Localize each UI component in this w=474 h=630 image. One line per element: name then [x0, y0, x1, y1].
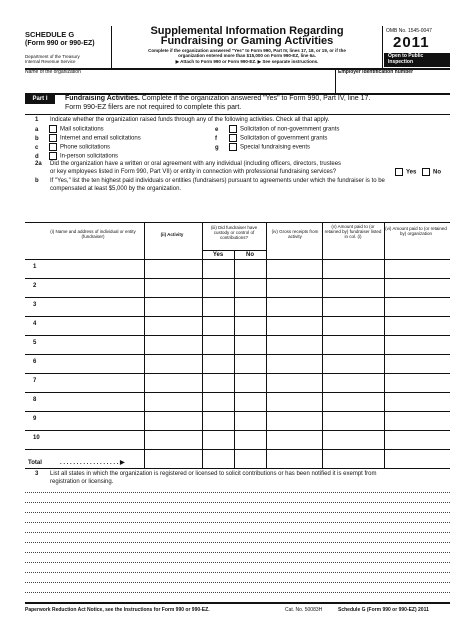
- line-3-number: 3: [35, 471, 39, 477]
- form-label: (Form 990 or 990-EZ): [25, 40, 95, 47]
- option-label: Internet and email solicitations: [60, 135, 141, 142]
- option-label: In-person solicitations: [60, 153, 119, 160]
- col-iii-yes: Yes: [212, 252, 224, 258]
- states-entry-line[interactable]: [25, 502, 450, 503]
- line-2a-number: 2a: [35, 161, 42, 167]
- ein-label: Employer identification number: [338, 69, 414, 75]
- col-ii-header: (ii) Activity: [160, 232, 184, 237]
- col-i-header: (i) Name and address of individual or entity (fundraiser): [50, 229, 136, 240]
- option-letter: b: [35, 135, 39, 142]
- option-label: Solicitation of government grants: [240, 135, 328, 142]
- instruction-1: Complete if the organization answered "Yes" to Form 990, Part IV, lines 17, 18, or 19, or if the: [148, 48, 346, 53]
- states-entry-line[interactable]: [25, 542, 450, 543]
- activity-option-d: [35, 152, 118, 161]
- open-line-2: Inspection: [388, 59, 414, 65]
- activity-option-a: [35, 125, 104, 134]
- instruction-2: organization entered more than $15,000 on Form 990-EZ, line 6a.: [178, 53, 316, 58]
- states-entry-line[interactable]: [25, 512, 450, 513]
- org-name-field[interactable]: [25, 76, 333, 92]
- line-2a-no-label: No: [433, 169, 442, 176]
- option-label: Solicitation of non-government grants: [240, 126, 340, 133]
- table-row[interactable]: [45, 431, 141, 448]
- table-row[interactable]: [45, 260, 141, 277]
- activity-checkbox-g[interactable]: [229, 143, 237, 151]
- option-letter: f: [215, 135, 217, 142]
- states-entry-line[interactable]: [25, 492, 450, 493]
- org-name-label: Name of the organization: [25, 69, 81, 75]
- table-row-number: 7: [33, 378, 37, 384]
- instruction-3: ▶ Attach to Form 990 or Form 990-EZ. ▶ See separate instructions.: [175, 58, 319, 64]
- part-1-heading-rest: Complete if the organization answered "Yes" to Form 990, Part IV, line 17.: [141, 95, 371, 102]
- activity-checkbox-d[interactable]: [49, 152, 57, 160]
- line-3-text-1: List all states in which the organization is registered or licensed to solicit contributions or has been notified it is exempt from: [50, 471, 377, 477]
- line-2a-text-2: or key employees listed in Form 990, Part VII) or entity in connection with professional fundraising services?: [50, 169, 337, 175]
- states-entry-line[interactable]: [25, 582, 450, 583]
- activity-option-g: [215, 143, 310, 152]
- schedule-g-page: [25, 22, 450, 613]
- line-2a-no-checkbox[interactable]: [422, 168, 430, 176]
- total-paid-fundraiser-field[interactable]: [324, 452, 382, 466]
- states-entry-line[interactable]: [25, 552, 450, 553]
- states-entry-line[interactable]: [25, 522, 450, 523]
- col-iv-header: (iv) Gross receipts from activity: [271, 229, 319, 240]
- line-1-number: 1: [35, 117, 39, 123]
- open-to-public-badge: [384, 53, 450, 67]
- total-gross-receipts-field[interactable]: [268, 452, 320, 466]
- table-row[interactable]: [45, 355, 141, 372]
- footer-form-name: Schedule G (Form 990 or 990-EZ) 2011: [338, 607, 429, 613]
- catalog-number: Cat. No. 50083H: [285, 607, 323, 613]
- line-3-text-2: registration or licensing.: [50, 479, 114, 485]
- col-iii-header: (iii) Did fundraiser have custody or control of contributions?: [210, 225, 258, 241]
- option-label: Phone solicitations: [60, 144, 111, 151]
- activity-checkbox-a[interactable]: [49, 125, 57, 133]
- table-row[interactable]: [45, 336, 141, 353]
- col-vi-header: (vi) Amount paid to (or retained by) organization: [385, 226, 447, 237]
- line-2b-number: b: [35, 178, 39, 184]
- omb-number: OMB No. 1545-0047: [386, 28, 432, 34]
- title-line-1: Supplemental Information Regarding: [150, 25, 344, 37]
- option-label: Special fundraising events: [240, 144, 311, 151]
- activity-option-b: [35, 134, 141, 143]
- activity-checkbox-e[interactable]: [229, 125, 237, 133]
- ein-field[interactable]: [337, 76, 449, 92]
- table-row-number: 8: [33, 397, 37, 403]
- dept-label: Department of the Treasury: [25, 54, 80, 59]
- table-row-number: 9: [33, 416, 37, 422]
- part-1-tag: Part I: [25, 95, 55, 104]
- option-letter: e: [215, 126, 219, 133]
- irs-label: Internal Revenue Service: [25, 59, 76, 64]
- table-row[interactable]: [45, 279, 141, 296]
- states-entry-line[interactable]: [25, 572, 450, 573]
- line-2a-answer: [395, 168, 441, 177]
- table-row-number: 6: [33, 359, 37, 365]
- part-1-heading: Fundraising Activities.: [65, 95, 140, 102]
- table-row[interactable]: [45, 298, 141, 315]
- activity-checkbox-b[interactable]: [49, 134, 57, 142]
- option-letter: a: [35, 126, 39, 133]
- activity-option-c: [35, 143, 110, 152]
- col-v-header: (v) Amount paid to (or retained by) fundraiser listed in col. (i): [324, 224, 382, 240]
- paperwork-notice: Paperwork Reduction Act Notice, see the Instructions for Form 990 or 990-EZ.: [25, 607, 210, 613]
- table-row-number: 3: [33, 302, 37, 308]
- table-row-number: 1: [33, 264, 37, 270]
- title-line-2: Fundraising or Gaming Activities: [160, 35, 334, 47]
- line-2a-yes-checkbox[interactable]: [395, 168, 403, 176]
- table-row-number: 5: [33, 340, 37, 346]
- tax-year: 2011: [393, 34, 430, 51]
- activity-option-f: [215, 134, 327, 143]
- option-letter: d: [35, 153, 39, 160]
- table-row[interactable]: [45, 374, 141, 391]
- table-row-number: 10: [33, 435, 40, 441]
- states-entry-line[interactable]: [25, 532, 450, 533]
- option-label: Mail solicitations: [60, 126, 104, 133]
- option-letter: c: [35, 144, 39, 151]
- table-row-number: 2: [33, 283, 37, 289]
- table-row[interactable]: [45, 412, 141, 429]
- states-entry-line[interactable]: [25, 592, 450, 593]
- line-2b-text-2: compensated at least $5,000 by the organization.: [50, 186, 182, 192]
- line-2b-text-1: If "Yes," list the ten highest paid individuals or entities (fundraisers) pursuant to agreements under which the fundraiser is to be: [50, 178, 385, 184]
- table-row[interactable]: [45, 317, 141, 334]
- part-1-title-line-2: Form 990-EZ filers are not required to complete this part.: [65, 104, 242, 111]
- line-2a-text-1: Did the organization have a written or oral agreement with any individual (including officers, directors, trustees: [50, 161, 342, 167]
- activity-checkbox-f[interactable]: [229, 134, 237, 142]
- activity-checkbox-c[interactable]: [49, 143, 57, 151]
- total-paid-organization-field[interactable]: [386, 452, 448, 466]
- total-dots: . . . . . . . . . . . . . . . . . . ▶: [60, 460, 125, 466]
- table-row-number: 4: [33, 321, 37, 327]
- activity-option-e: [215, 125, 339, 134]
- line-2a-yes-label: Yes: [406, 169, 417, 176]
- open-line-1: Open to Public: [388, 53, 424, 59]
- states-entry-line[interactable]: [25, 562, 450, 563]
- schedule-label: SCHEDULE G: [25, 30, 75, 39]
- col-iii-no: No: [246, 252, 254, 258]
- total-label: Total: [28, 460, 42, 466]
- part-1-title: [65, 94, 450, 103]
- line-1-text: Indicate whether the organization raised funds through any of the following activities. Check all that apply.: [50, 117, 330, 123]
- option-letter: g: [215, 144, 219, 151]
- table-row[interactable]: [45, 393, 141, 410]
